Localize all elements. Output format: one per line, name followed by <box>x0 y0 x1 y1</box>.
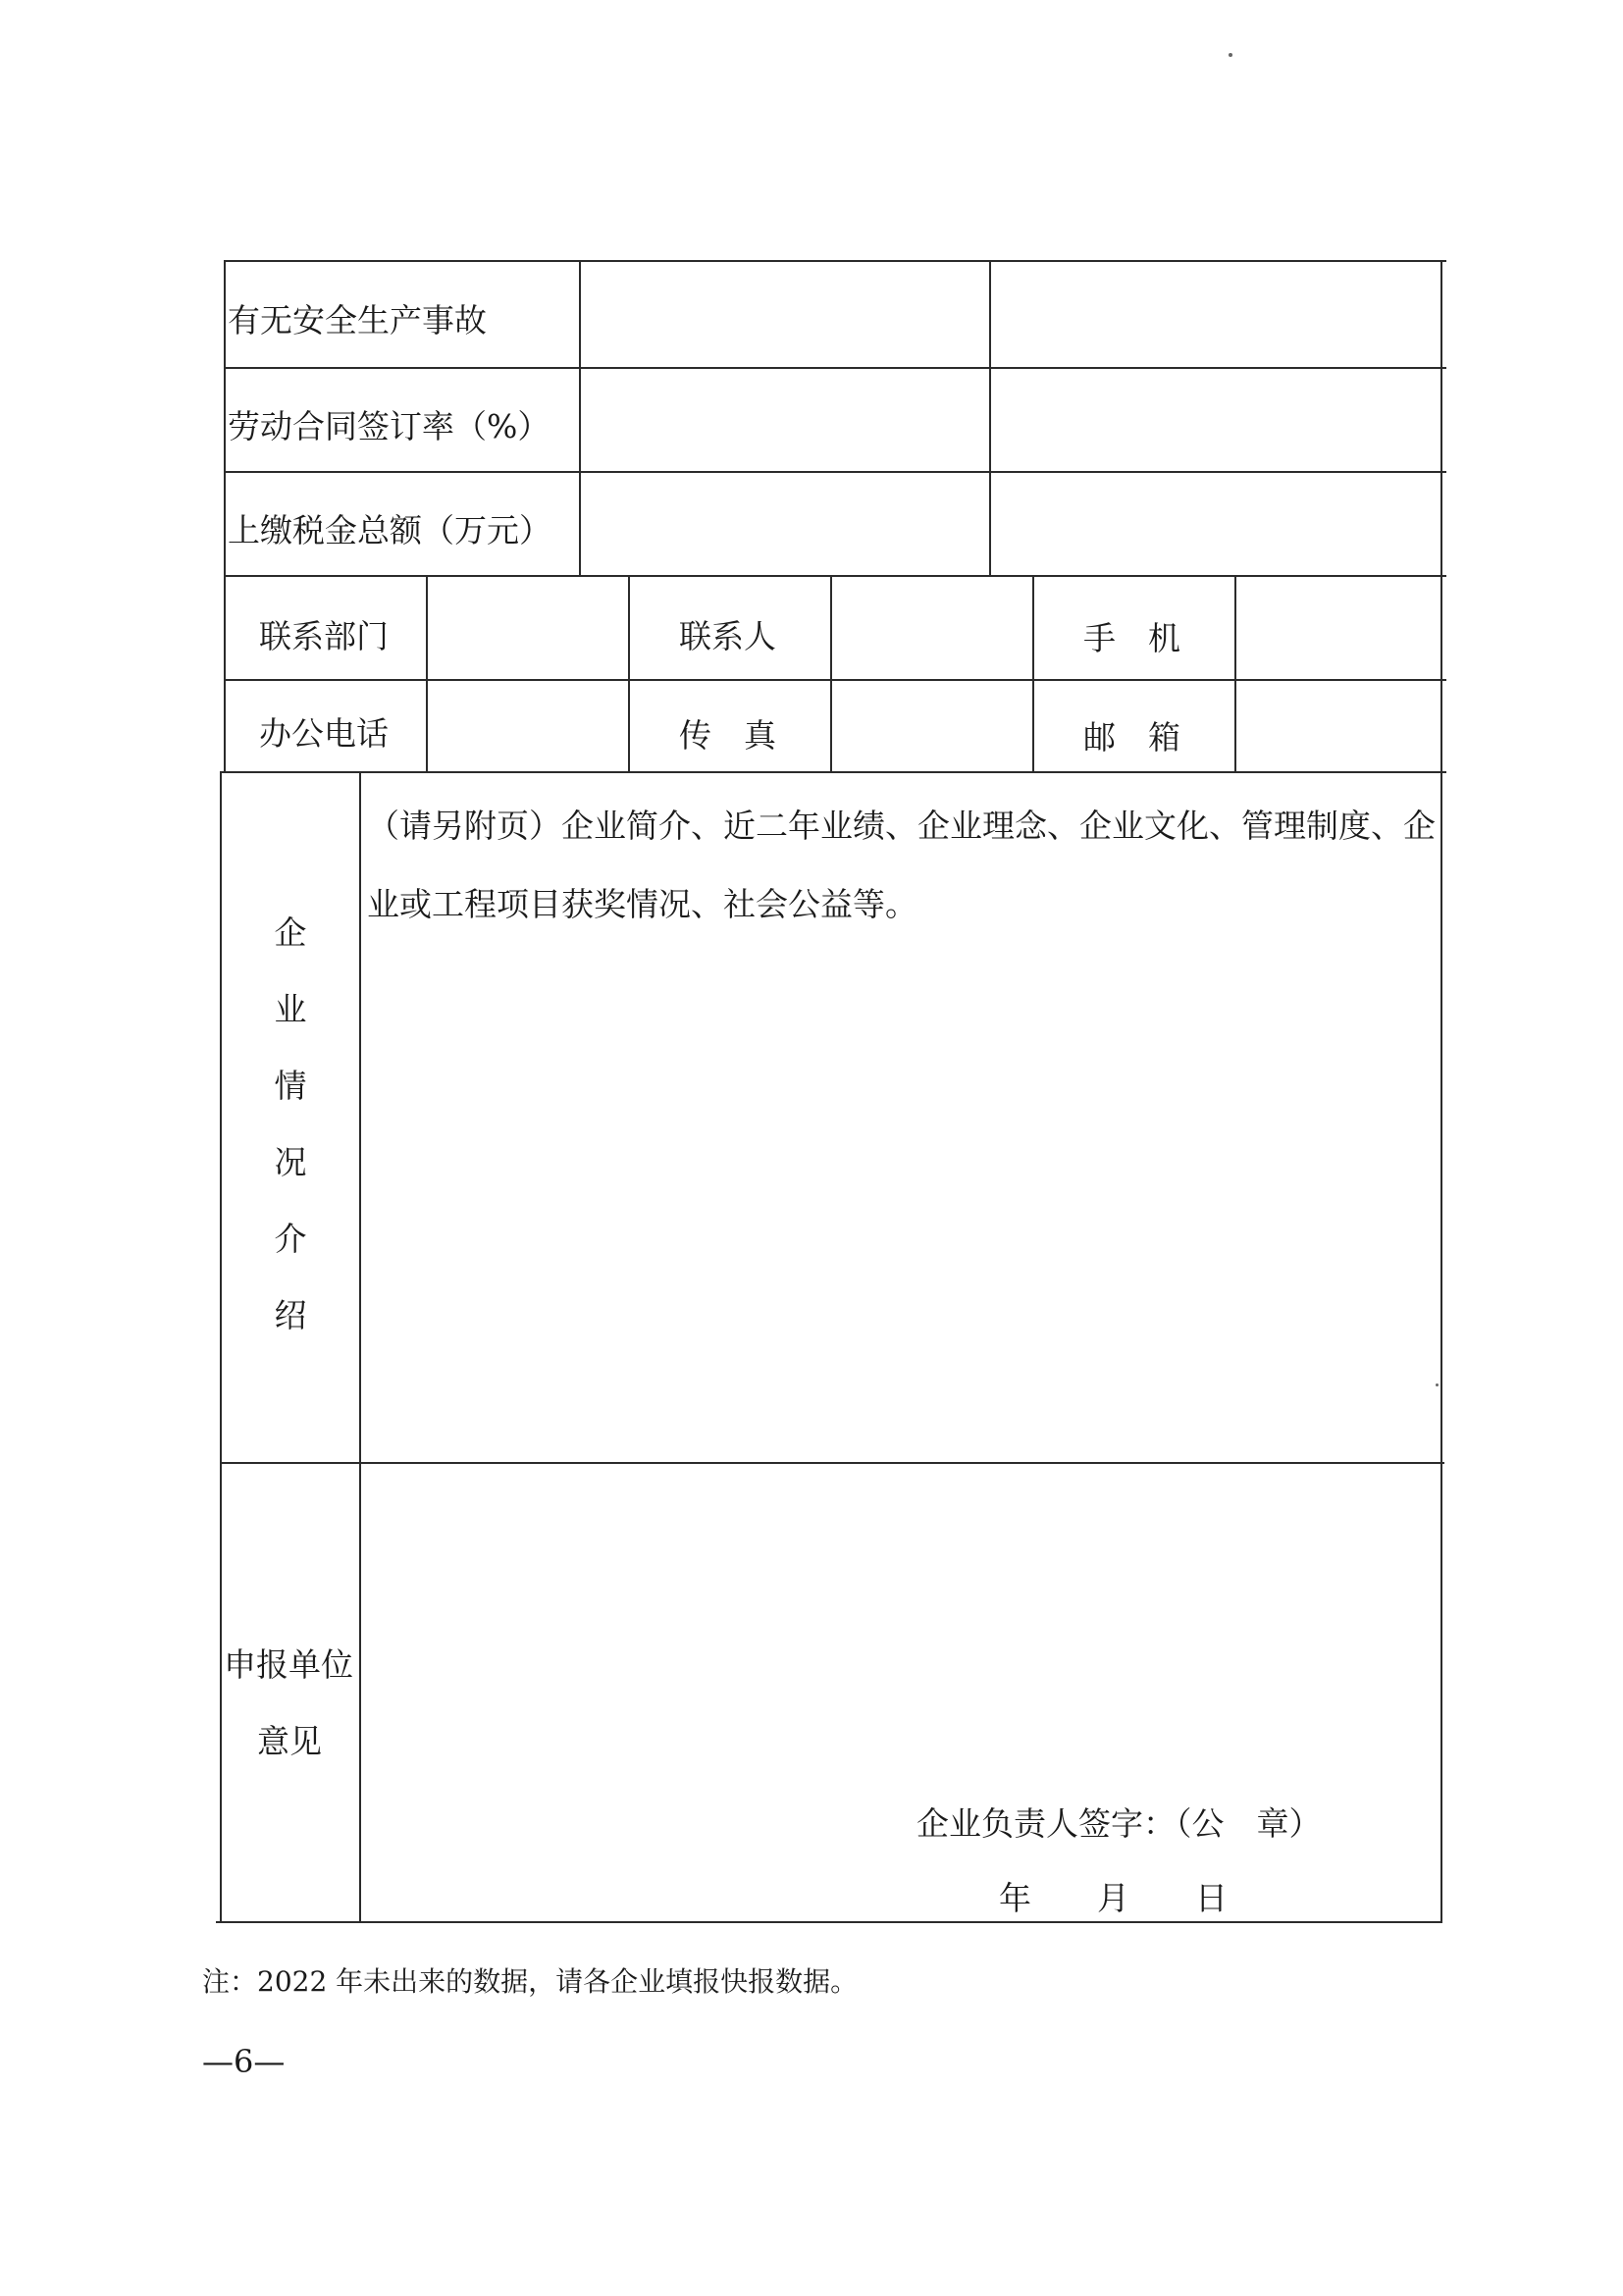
contact-divider-3 <box>830 575 832 772</box>
table-line-contact <box>224 679 1446 681</box>
contact-divider-2 <box>628 575 630 772</box>
contact-divider-5 <box>1234 575 1236 772</box>
intro-label-char: 业 <box>274 990 307 1028</box>
table-border-right <box>1440 260 1442 1923</box>
date-year: 年 <box>999 1879 1031 1917</box>
contact-mobile-label: 手 机 <box>1083 619 1180 657</box>
contact-divider-1 <box>426 575 428 772</box>
contact-email-label: 邮 箱 <box>1083 718 1180 757</box>
scan-speck <box>1229 53 1232 57</box>
intro-label-char: 况 <box>274 1143 307 1181</box>
intro-label-char: 绍 <box>274 1296 307 1334</box>
contact-divider-4 <box>1032 575 1034 772</box>
table-line-row3 <box>224 575 1446 577</box>
table-border-bottom <box>216 1921 1442 1923</box>
contact-fax-label: 传 真 <box>679 716 776 755</box>
intro-label-char: 介 <box>274 1220 307 1258</box>
contact-dept-label: 联系部门 <box>259 617 389 655</box>
table-line-intro <box>222 771 1446 773</box>
table-line-opinion <box>220 1462 1444 1464</box>
contact-office-phone-label: 办公电话 <box>259 714 389 753</box>
table-border-left-lower <box>220 771 222 1923</box>
opinion-label-line2: 意见 <box>257 1722 322 1760</box>
date-month: 月 <box>1097 1879 1129 1917</box>
row-label-tax-total: 上缴税金总额（万元） <box>228 511 551 549</box>
table-border-top <box>224 260 1446 262</box>
scan-speck <box>1436 1383 1439 1386</box>
page-number: —6— <box>202 2043 286 2080</box>
date-day: 日 <box>1195 1879 1228 1917</box>
table-border-left-upper <box>224 260 226 772</box>
row-label-safety-accident: 有无安全生产事故 <box>228 301 487 339</box>
intro-label-char: 情 <box>274 1067 307 1105</box>
intro-section-label <box>271 913 310 1376</box>
table-line-row2 <box>224 471 1446 473</box>
table-col-divider-2 <box>989 260 991 576</box>
table-col-divider-1 <box>579 260 581 576</box>
intro-label-char: 企 <box>274 913 307 952</box>
row-label-labor-contract-rate: 劳动合同签订率（%） <box>228 407 550 445</box>
section-label-divider <box>359 771 361 1923</box>
opinion-label-line1: 申报单位 <box>224 1645 353 1684</box>
table-line-row1 <box>224 367 1446 369</box>
contact-person-label: 联系人 <box>679 617 776 655</box>
signature-line: 企业负责人签字：（公 章） <box>916 1804 1322 1843</box>
intro-instruction-text: （请另附页）企业简介、近二年业绩、企业理念、企业文化、管理制度、企业或工程项目获奖情况、社会公益等。 <box>367 807 1436 923</box>
footnote: 注：2022 年未出来的数据，请各企业填报快报数据。 <box>202 1965 859 1998</box>
